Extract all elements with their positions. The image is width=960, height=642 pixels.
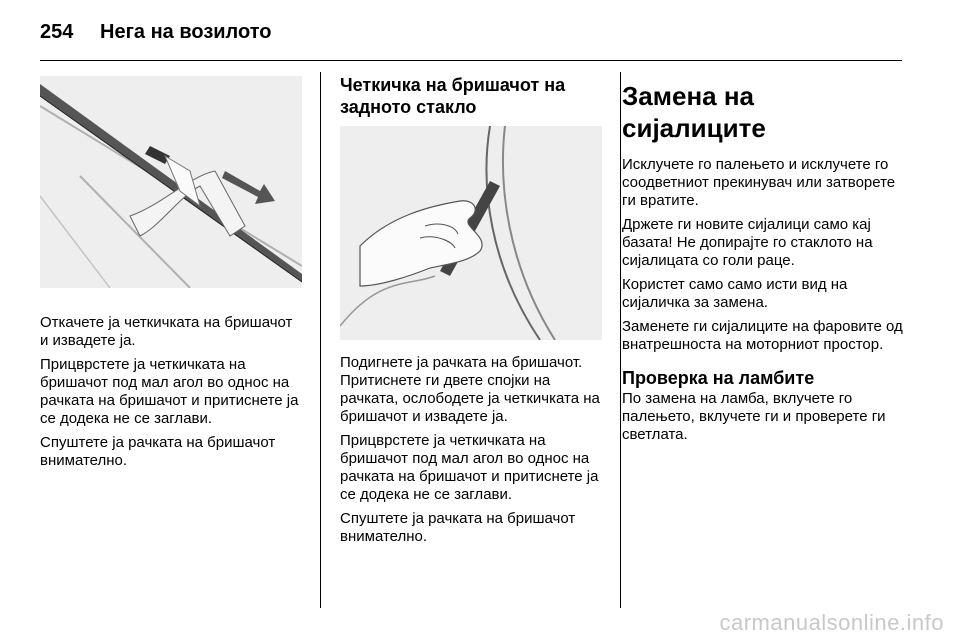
watermark: carmanualsonline.info [719, 610, 944, 635]
paragraph: Држете ги новите сијалици само кај базата! Не допирајте го стаклото на сијалицата со голи раце. [622, 216, 873, 269]
column-left [40, 70, 302, 476]
column-right [622, 70, 904, 450]
column-divider [620, 72, 621, 608]
paragraph: Откачете ја четкичката на бришачот и извадете ја. [40, 314, 293, 349]
section-heading: Четкичка на бришачот на задното стакло [340, 75, 566, 117]
header-rule [40, 60, 902, 61]
paragraph: Заменете ги сијалиците на фаровите од внатрешноста на моторниот простор. [622, 318, 903, 353]
wiper-blade-illustration [40, 76, 302, 288]
page-title: Нега на возилото [100, 20, 272, 43]
paragraph: Исклучете го палењето и исклучете го соодветниот прекинувач или затворете ги вратите. [622, 156, 896, 209]
paragraph: По замена на ламба, вклучете го палењето, вклучете ги и проверете ги светлата. [622, 390, 886, 443]
page-header [40, 14, 271, 50]
subsection-heading: Проверка на ламбите [622, 368, 815, 388]
paragraph: Прицврстете ја четкичката на бришачот под мал агол во однос на рачката на бришачот и притиснете ја се додека не се заглави. [40, 356, 299, 427]
section-title: Замена на сијалиците [622, 81, 766, 143]
paragraph: Спуштете ја рачката на бришачот внимателно. [340, 510, 576, 545]
paragraph: Спуштете ја рачката на бришачот внимателно. [40, 434, 276, 469]
paragraph: Прицврстете ја четкичката на бришачот под мал агол во однос на рачката на бришачот и притиснете ја се додека не се заглави. [340, 432, 599, 503]
rear-wiper-illustration [340, 126, 602, 340]
paragraph: Подигнете ја рачката на бришачот. Притиснете ги двете спојки на рачката, ослободете ја четкичката на бришачот и извадете ја. [340, 354, 600, 425]
column-divider [320, 72, 321, 608]
column-middle [340, 70, 604, 552]
page-number: 254 [40, 20, 74, 43]
paragraph: Користет само само исти вид на сијаличка за замена. [622, 276, 848, 311]
